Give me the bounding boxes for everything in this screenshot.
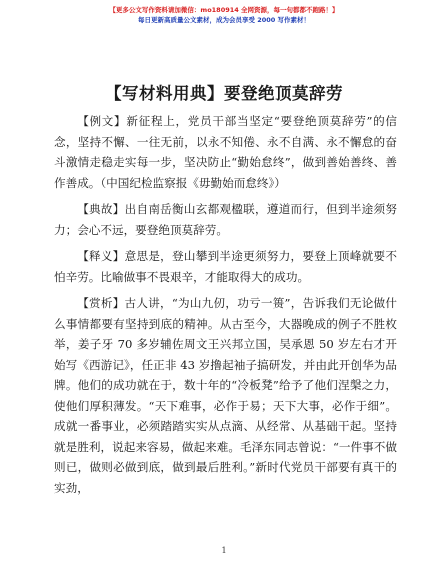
promo-line-2: 每日更新高质量公文素材，成为会员享受 2000 写作素材！ (137, 16, 311, 24)
paragraph-text: 古人讲，“为山九仞，功亏一篑”，告诉我们无论做什么事情都要有坚持到底的精神。从古至今，大器晚成的例子不胜枚举，姜子牙 70 多岁辅佐周文王兴邦立国，吴承恩 50 岁左右才开始写《西游记》，任正非 43 岁撸起袖子搞研发，并由此开创华为品牌。他们的成功就在于，数十年的“冷板凳”给予了他们涅槃之力，使他们厚积薄发。“天下难事，必作于易；天下大事，必作于细”。成就一番事业，必须踏踏实实从点滴、从经常、从基础干起。坚持就是胜利，说起来容易，做起来难。毛泽东同志曾说：“一件事不做则已，做则必做到底，做到最后胜利。”新时代党员干部要有真干的实劲， (54, 296, 397, 495)
paragraph-allusion (54, 199, 397, 240)
paragraph-label: 【释义】 (77, 249, 125, 263)
paragraph-appreciation (54, 293, 397, 498)
paragraph-label: 【赏析】 (77, 296, 125, 310)
document-title: 【写材料用典】要登绝顶莫辞劳 (105, 84, 343, 103)
paragraph-text: 新征程上，党员干部当坚定“要登绝顶莫辞劳”的信念，坚持不懈、一往无前，以永不知倦、永不自满、永不懈怠的奋斗激情走稳走实每一步，坚决防止“勤始怠终”，做到善始善终、善作善成。（中国纪检监察报《毋勤始而怠终》） (54, 114, 397, 190)
paragraph-label: 【典故】 (77, 202, 125, 216)
paragraph-text: 出自南岳衡山玄都观楹联，遵道而行，但到半途须努力；会心不远，要登绝顶莫辞劳。 (54, 202, 397, 237)
promo-line-1: 【更多公文写作资料请加微信：mo180914 全网资源，每一句都都不跑路！】 (109, 6, 339, 14)
document-body (54, 111, 397, 504)
paragraph-text: 意思是，登山攀到半途更须努力，要登上顶峰就要不怕辛劳。比喻做事不畏艰辛，才能取得大的成功。 (54, 249, 397, 284)
promo-banner (0, 5, 448, 25)
paragraph-meaning (54, 246, 397, 287)
page-number: 1 (221, 546, 227, 555)
paragraph-example (54, 111, 397, 193)
paragraph-label: 【例文】 (77, 114, 127, 128)
